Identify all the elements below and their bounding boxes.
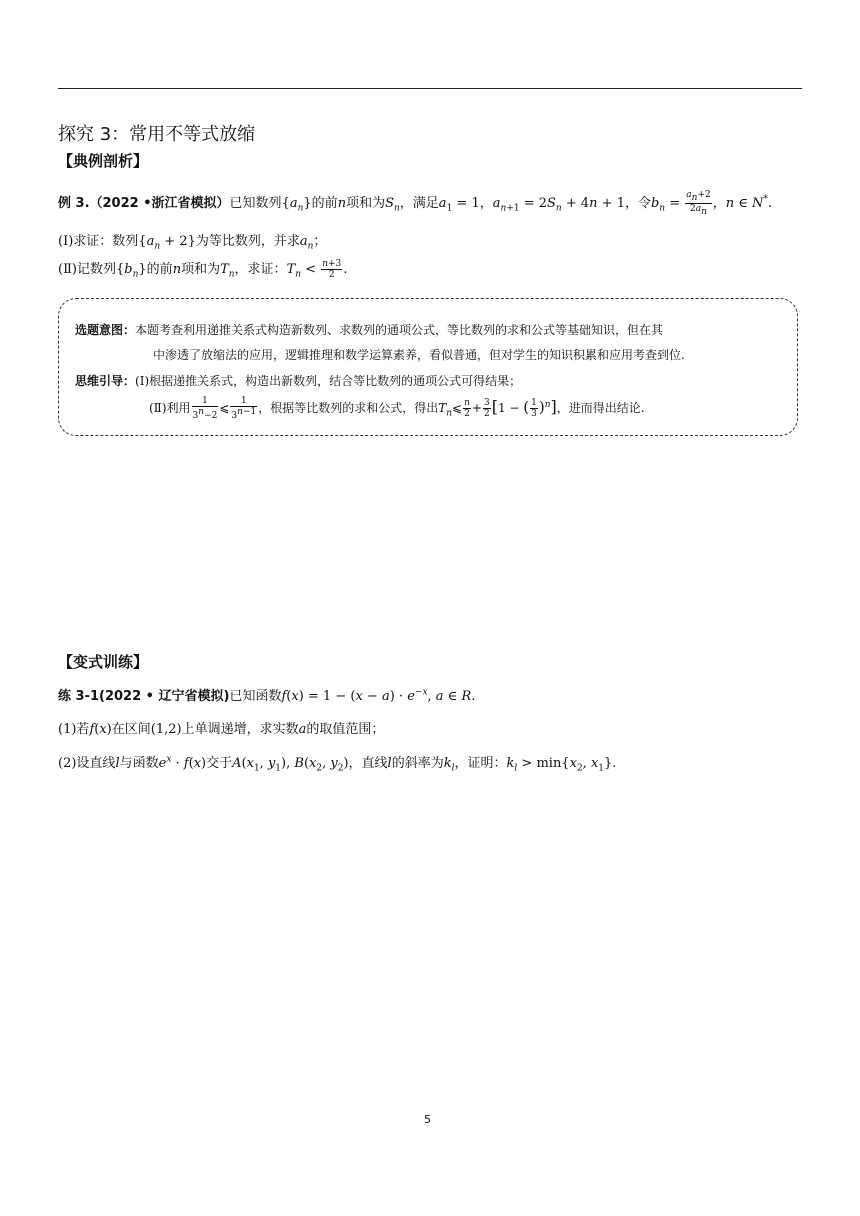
section-title: 探究 3：常用不等式放缩 — [58, 124, 256, 145]
example-section-label: 【典例剖析】 — [58, 152, 149, 170]
practice-source: (2022 • 辽宁省模拟) — [99, 689, 230, 704]
guide-label: 思维引导： — [75, 374, 136, 388]
practice-statement: 练 3-1(2022 • 辽宁省模拟)已知函数$f(x) = 1 - (x - a) \cdot e^{-x}$, a ∈ R. — [58, 687, 476, 704]
intent-line-2: 中渗透了放缩法的应用，逻辑推理和数学运算素养，看似普通，但对学生的知识积累和应用考查到位. — [153, 348, 685, 362]
page-number: 5 — [424, 1113, 431, 1126]
example-source: （2022 •浙江省模拟） — [89, 195, 230, 211]
practice-question-1: (1)若f(x)在区间(1,2)上单调递增，求实数a的取值范围； — [58, 722, 385, 737]
intent-label: 选题意图： — [75, 323, 136, 337]
practice-section-label: 【变式训练】 — [58, 653, 149, 671]
analysis-box — [58, 298, 798, 436]
example-part-1: (Ⅰ)求证：数列$\{a_n + 2\}$为等比数列，并求$a_n$； — [58, 234, 327, 252]
example-intro: 已知数列 — [229, 195, 282, 211]
header-rule — [58, 88, 802, 89]
intent-line-1: 选题意图：本题考查利用递推关系式构造新数列、求数列的通项公式，等比数列的求和公式等基础知识，但在其 — [75, 323, 664, 337]
practice-question-2: (2)设直线l与函数$e^x \cdot f(x)$交于$A(x_1$, $y_1$), $B(x_2$, $y_2$)，直线l的斜率为$k_l$，证明：$k_l > \min\{x_2$, $x_1$}. — [58, 754, 617, 774]
example-label: 例 3. — [58, 195, 90, 211]
practice-label: 练 3-1 — [58, 689, 100, 704]
example-part-2: (Ⅱ)记数列$\{b_n\}$的前n项和为$T_n$，求证：$T_n$ < $\frac{n+3}{2}$ . — [58, 259, 348, 280]
guide-line-2: (Ⅱ)利用 $\frac{1}{3^n-2}$ ⩽ $\frac{1}{3^{n-1}}$ ，根据等比数列的求和公式，得出$T_n⩽$ $\frac{n}{2}$ + $\frac{3}{2}$ [1 − ( $\frac{1}{3}$ )$^n$]，进而得出结论. — [149, 396, 645, 421]
guide-line-1: 思维引导：(Ⅰ)根据递推关系式，构造出新数列，结合等比数列的通项公式可得结果； — [75, 374, 522, 388]
example-statement: 例 3.（2022 •浙江省模拟）已知数列$\{a_n\}$的前n项和为$S_n$，满足$a_1 = 1$，$a_{n+1} = 2S_n + 4n + 1$，令$b_n$ = $\frac{a_n+2}{2a_n}$ ，n ∈ N*. — [58, 190, 773, 217]
